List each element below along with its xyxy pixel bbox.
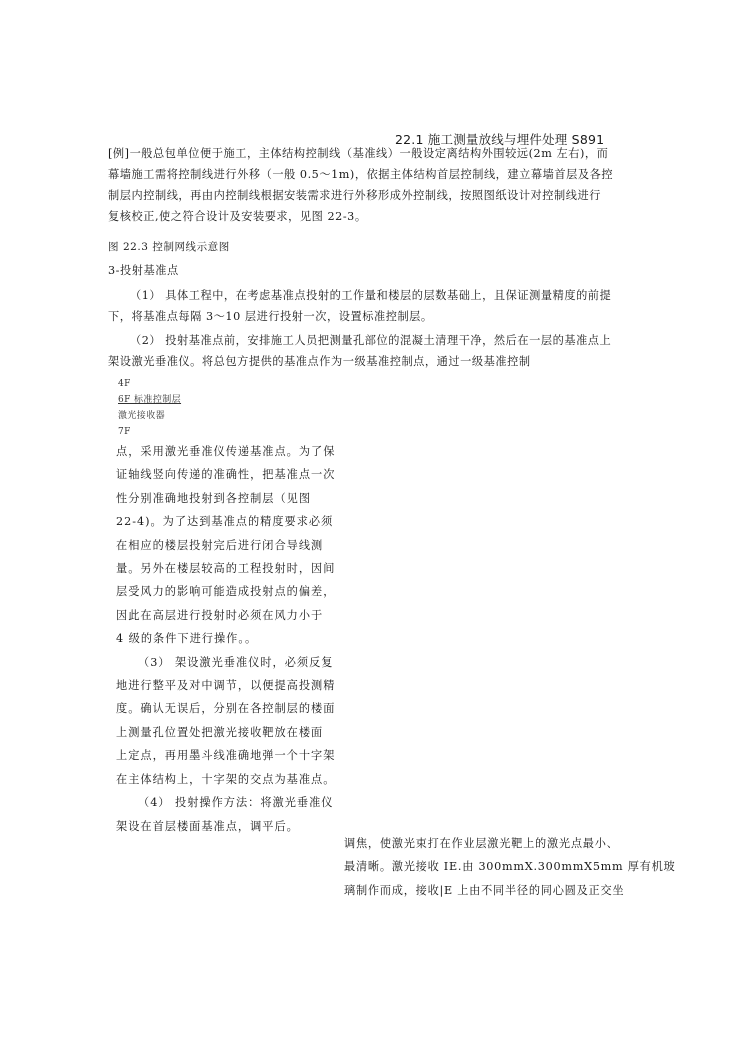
- column-line: 璃制作而成，接收|E 上由不同半径的同心圆及正交坐: [344, 883, 625, 897]
- intro-line: 幕墙施工需将控制线进行外移（一般 0.5～1m)，依据主体结构首层控制线，建立幕墙首层及各控: [108, 168, 614, 181]
- column-line: 因此在高层进行投射时必须在风力小于: [116, 608, 324, 622]
- paragraph-line: （2） 投射基准点前，安排施工人员把测量孔部位的混凝土清理干净，然后在一层的基准点上: [130, 334, 612, 347]
- figure-label-laser-receiver: 激光接收器: [118, 411, 166, 421]
- paragraph-line: （1） 具体工程中，在考虑基准点投射的工作量和楼层的层数基础上，且保证测量精度的前提: [130, 289, 612, 302]
- intro-paragraph: [108, 143, 613, 227]
- paragraph-1: [108, 285, 611, 327]
- column-line: 4 级的条件下进行操作。。: [116, 632, 258, 646]
- paragraph-2: [108, 330, 611, 372]
- column-line: 调焦，使激光束打在作业层激光靶上的激光点最小、: [344, 837, 619, 850]
- column-line: 量。另外在楼层较高的工程投射时，因间: [116, 562, 336, 576]
- column-line: 在相应的楼层投射完后进行闭合导线测: [116, 538, 324, 552]
- column-line: 在主体结构上，十字架的交点为基准点。: [116, 772, 336, 786]
- column-line: 最清晰。激光接收 IE.由 300mmX.300mmX5mm 厚有机玻: [344, 860, 676, 874]
- column-line: 上测量孔位置处把激光接收靶放在楼面: [116, 725, 324, 739]
- column-line: 地进行整平及对中调节，以便提高投测精: [116, 679, 336, 693]
- intro-line: 复核校正,使之符合设计及安装要求，见图 22-3。: [108, 210, 367, 223]
- intro-line: [例]一般总包单位便于施工，主体结构控制线（基准线）一般设定离结构外围较远(2m 左右)，而: [108, 147, 609, 160]
- figure-caption: 图 22.3 控制网线示意图: [108, 241, 230, 253]
- column-line: 度。确认无误后，分别在各控制层的楼面: [116, 702, 336, 716]
- column-line: 层受风力的影响可能造成投射点的偏差，: [116, 585, 336, 599]
- right-column-text: [344, 832, 675, 902]
- column-line: 证轴线竖向传递的准确性，把基准点一次: [116, 468, 336, 482]
- left-column-text: [116, 440, 335, 838]
- column-line: 点，采用激光垂准仪传递基准点。为了保: [116, 445, 336, 458]
- paragraph-line: 下，将基准点每隔 3～10 层进行投射一次，设置标准控制层。: [108, 310, 433, 323]
- figure-label-control-layer: 6F 标准控制层: [118, 395, 182, 405]
- column-line: （4） 投射操作方法：将激光垂准仪: [138, 796, 334, 810]
- figure-label-7f: 7F: [118, 427, 131, 437]
- column-line: 上定点，再用墨斗线准确地弹一个十字架: [116, 749, 336, 763]
- paragraph-line: 架设激光垂准仪。将总包方提供的基准点作为一级基准控制点，通过一级基准控制: [108, 355, 531, 368]
- column-line: 架设在首层楼面基准点，调平后。: [116, 819, 299, 833]
- column-line: 22-4)。为了达到基准点的精度要求必须: [116, 515, 334, 529]
- column-line: 性分别准确地投射到各控制层（见图: [116, 491, 312, 505]
- figure-label-4f: 4F: [118, 379, 131, 389]
- section-heading: 3-投射基准点: [108, 264, 179, 277]
- column-line: （3） 架设激光垂准仪时，必须反复: [138, 655, 334, 669]
- intro-line: 制层内控制线，再由内控制线根据安装需求进行外移形成外控制线，按照图纸设计对控制线进行: [108, 189, 601, 202]
- page-header-title: 22.1 施工测量放线与埋件处理 S891: [395, 132, 605, 147]
